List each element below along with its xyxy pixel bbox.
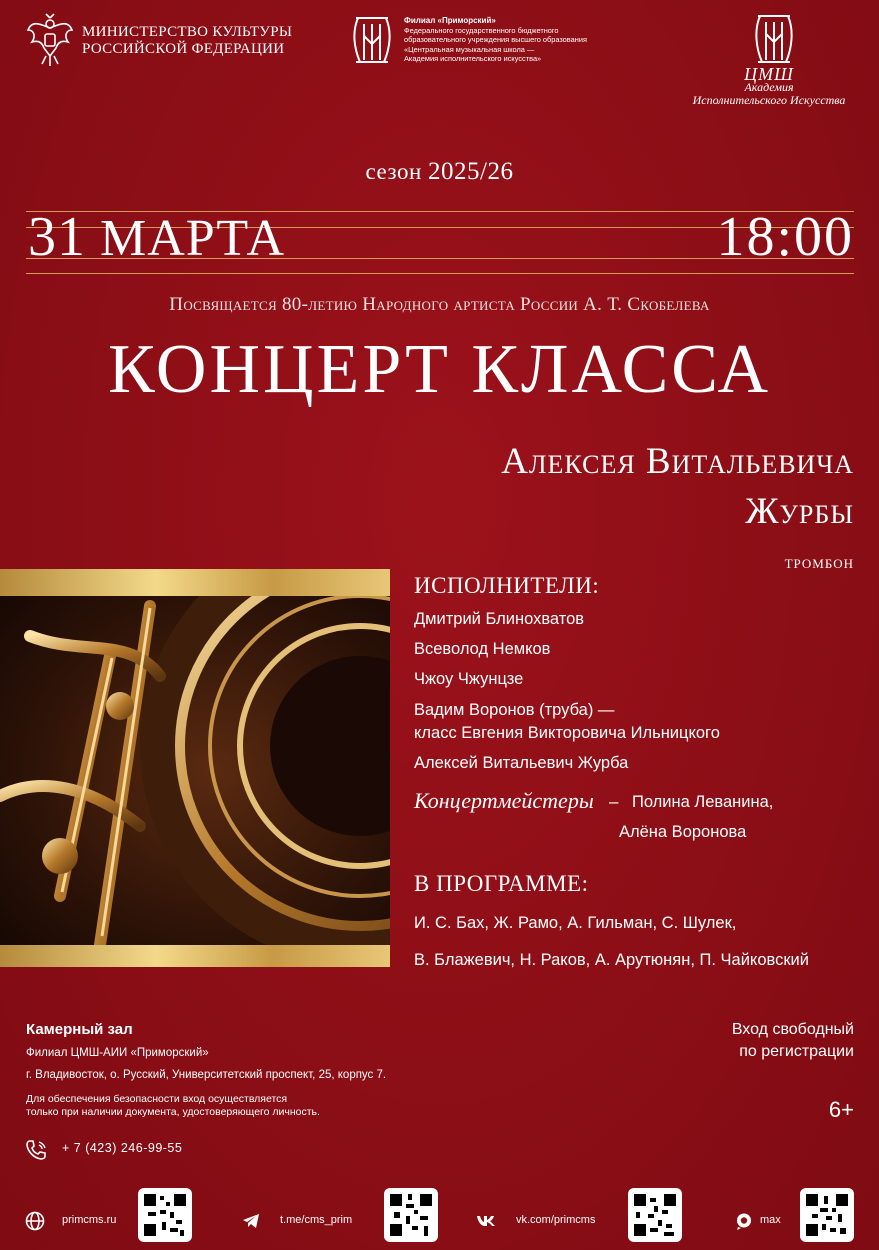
event-time: 18:00 (716, 206, 854, 268)
site-link[interactable]: primcms.ru (62, 1214, 117, 1226)
performers-heading: ИСПОЛНИТЕЛИ: (414, 573, 600, 598)
season-year: 2025/26 (428, 158, 514, 185)
max-icon (734, 1211, 754, 1231)
performer-4-class: класс Евгения Викторовича Ильницкого (414, 724, 720, 742)
qr-code-telegram[interactable] (384, 1188, 438, 1242)
security-line-1: Для обеспечения безопасности вход осуществляется (26, 1093, 288, 1105)
date-day: 31 (28, 206, 86, 268)
program-line-2: В. Блажевич, Н. Раков, А. Арутюнян, П. Чайковский (414, 951, 809, 969)
academy-line-2: Исполнительского Искусства (692, 93, 846, 107)
accompanists-label: Концертмейстеры (414, 788, 594, 813)
branch-line-2: образовательного учреждения высшего образования (404, 35, 587, 44)
security-note (26, 1093, 426, 1119)
performer-2: Всеволод Немков (414, 640, 551, 658)
concert-title: КОНЦЕРТ КЛАССА (107, 331, 772, 408)
venue-branch: Филиал ЦМШ-АИИ «Приморский» (26, 1047, 209, 1059)
event-date (28, 206, 285, 270)
branch-line-4: Академия исполнительского искусства» (404, 54, 542, 63)
season-word: сезон (365, 159, 422, 184)
max-link[interactable]: max (760, 1214, 781, 1226)
telegram-link[interactable]: t.me/cms_prim (280, 1214, 353, 1226)
security-line-2: только при наличии документа, удостоверяющего личность. (26, 1106, 320, 1118)
dedication: Посвящается 80-летию Народного артиста России А. Т. Скобелева (169, 294, 710, 315)
instrument-label: ТРОМБОН (784, 556, 854, 571)
entry-info (732, 1019, 854, 1063)
teacher-name-line-1: Алексея Витальевича (501, 441, 854, 482)
academy-name (680, 64, 858, 107)
season-label (0, 158, 879, 186)
venue-hall: Камерный зал (26, 1021, 133, 1038)
accompanist-2: Алёна Воронова (619, 823, 747, 841)
age-rating: 6+ (828, 1097, 854, 1122)
qr-code-vk[interactable] (628, 1188, 682, 1242)
academy-logo-icon (752, 12, 796, 66)
performer-5: Алексей Витальевич Журба (414, 754, 629, 772)
branch-info (404, 16, 614, 64)
qr-code-max[interactable] (800, 1188, 854, 1242)
teacher-name-line-2: Журбы (745, 491, 854, 532)
performer-1: Дмитрий Блинохватов (414, 610, 585, 628)
academy-abbr: ЦМШ (744, 64, 794, 84)
telegram-icon (241, 1211, 261, 1231)
entry-line-1: Вход свободный (731, 1021, 854, 1038)
branch-logo-icon (350, 14, 394, 66)
date-month: МАРТА (100, 210, 286, 267)
branch-name: Филиал «Приморский» (404, 16, 496, 25)
qr-code-site[interactable] (138, 1188, 192, 1242)
program-line-1: И. С. Бах, Ж. Рамо, А. Гильман, С. Шулек, (414, 914, 737, 932)
phone-icon (25, 1139, 47, 1161)
globe-icon (25, 1211, 45, 1231)
ministry-line-2: РОССИЙСКОЙ ФЕДЕРАЦИИ (82, 41, 285, 57)
entry-line-2: по регистрации (739, 1043, 854, 1060)
vk-icon (476, 1211, 496, 1231)
accompanists-dash: – (609, 792, 619, 811)
performer-3: Чжоу Чжунцзе (414, 670, 524, 688)
trombone-photo (0, 596, 390, 945)
branch-line-1: Федерального государственного бюджетного (404, 25, 559, 35)
program-heading: В ПРОГРАММЕ: (414, 871, 589, 896)
divider-line (26, 273, 854, 274)
academy-line-1: Академия (744, 80, 794, 94)
venue-address: г. Владивосток, о. Русский, Университетский проспект, 25, корпус 7. (26, 1069, 387, 1081)
vk-link[interactable]: vk.com/primcms (516, 1214, 596, 1226)
branch-line-3: «Центральная музыкальная школа — (404, 44, 535, 54)
eagle-emblem-icon (26, 12, 74, 68)
phone-number[interactable]: + 7 (423) 246-99-55 (62, 1141, 183, 1155)
ministry-line-1: МИНИСТЕРСТВО КУЛЬТУРЫ (82, 24, 293, 40)
performer-4: Вадим Воронов (труба) — (414, 701, 615, 719)
accompanist-1: Полина Леванина, (632, 793, 774, 811)
ministry-name (82, 24, 292, 58)
